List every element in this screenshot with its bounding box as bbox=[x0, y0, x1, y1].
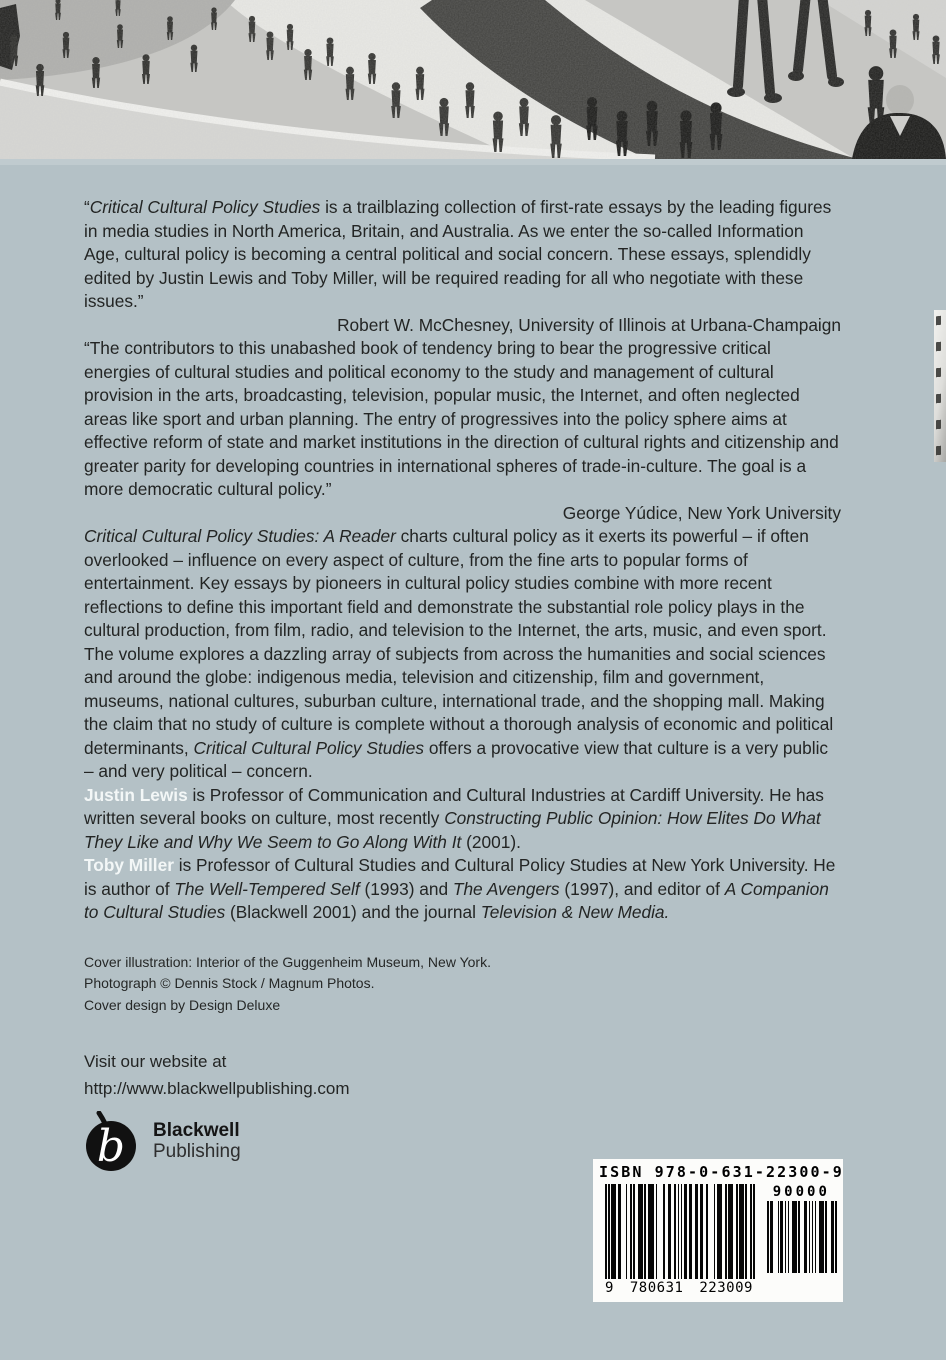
synopsis-paragraph-2: The volume explores a dazzling array of subjects from across the humanities and social sciences and around the globe: indigenous media, television and citizenship, film and government, museums, national cultures, suburban culture, international trade, and the shopping mall. Making the claim that no study of culture is complete without a thorough analysis of economic and political determinants, Critical Cultural Policy Studies offers a provocative view that culture is a very public – and very political – concern. bbox=[84, 643, 834, 781]
publisher-division: Publishing bbox=[153, 1141, 241, 1162]
isbn-barcode-panel bbox=[593, 1159, 843, 1302]
review-attribution-mcchesney: Robert W. McChesney, University of Illinois at Urbana-Champaign bbox=[337, 314, 841, 335]
synopsis-paragraph-1: Critical Cultural Policy Studies: A Reader charts cultural policy as it exerts its powerful – if often overlooked – influence on every aspect of culture, from the fine arts to popular forms of entertainment. Key essays by pioneers in cultural policy studies combine with more recent reflections to define this important field and demonstrate the substantial role policy plays in the cultural production, from film, radio, and television to the Internet, the arts, music, and even sport. bbox=[84, 526, 827, 640]
credits-block bbox=[84, 952, 841, 1017]
photo-bottom-highlight bbox=[0, 159, 946, 165]
ean5-addon-barcode bbox=[766, 1201, 837, 1273]
author-bio-toby-miller: Toby Miller is Professor of Cultural Studies and Cultural Policy Studies at New York University. He is author of The Well-Tempered Self (1993) and The Avengers (1997), and editor of A Companion to Cultural Studies (Blackwell 2001) and the journal Television & New Media. bbox=[84, 855, 836, 922]
website-label: Visit our website at bbox=[84, 1052, 227, 1071]
ean13-column bbox=[605, 1184, 756, 1296]
front-cover-edge-sliver bbox=[934, 310, 946, 462]
credit-photograph: Photograph © Dennis Stock / Magnum Photos. bbox=[84, 975, 375, 991]
review-attribution-yudice: George Yúdice, New York University bbox=[562, 502, 841, 523]
ean13-barcode bbox=[605, 1184, 756, 1279]
cover-photo bbox=[0, 0, 946, 159]
publisher-name: Blackwell bbox=[153, 1120, 240, 1141]
isbn-number-label: ISBN 978-0-631-22300-9 bbox=[599, 1163, 844, 1181]
back-cover-text bbox=[84, 196, 841, 1173]
credit-cover-illustration: Cover illustration: Interior of the Guggenheim Museum, New York. bbox=[84, 953, 491, 970]
barcode-digits: 9 780631 223009 bbox=[605, 1280, 753, 1296]
guggenheim-photo-illustration bbox=[0, 0, 946, 159]
review-quote-mcchesney: “Critical Cultural Policy Studies is a trailblazing collection of first-rate essays by the leading figures in media studies in North America, Britain, and Australia. As we enter the so-called Information Age, cultural policy is becoming a central political and social concern. These essays, splendidly edited by Justin Lewis and Toby Miller, will be required reading for all who negotiate with these issues.” bbox=[84, 197, 832, 311]
svg-text:b: b bbox=[96, 1121, 126, 1172]
review-quote-yudice: “The contributors to this unabashed book of tendency bring to bear the progressive critical energies of cultural studies and political economy to the study and management of cultural provision in the arts, broadcasting, television, popular music, the Internet, and often neglected areas like sport and urban planning. The entry of progressives into the policy sphere aims at effective reform of state and market institutions in the direction of cultural rights and citizenship and greater parity for developing countries in international spheres of trade-in-culture. The goal is a more democratic cultural policy.” bbox=[84, 338, 839, 499]
barcode-row bbox=[599, 1184, 837, 1296]
website-block bbox=[84, 1048, 841, 1102]
author-bio-justin-lewis: Justin Lewis is Professor of Communication and Cultural Industries at Cardiff University. He has written several books on culture, most recently Constructing Public Opinion: How Elites Do What They Like and Why We Seem to Go Along With It (2001). bbox=[84, 784, 824, 852]
blackwell-b-icon bbox=[84, 1111, 138, 1173]
ean5-addon-column bbox=[766, 1184, 837, 1296]
credit-cover-design: Cover design by Design Deluxe bbox=[84, 996, 281, 1013]
website-url: http://www.blackwellpublishing.com bbox=[84, 1079, 350, 1098]
price-code-label: 90000 bbox=[772, 1184, 830, 1200]
